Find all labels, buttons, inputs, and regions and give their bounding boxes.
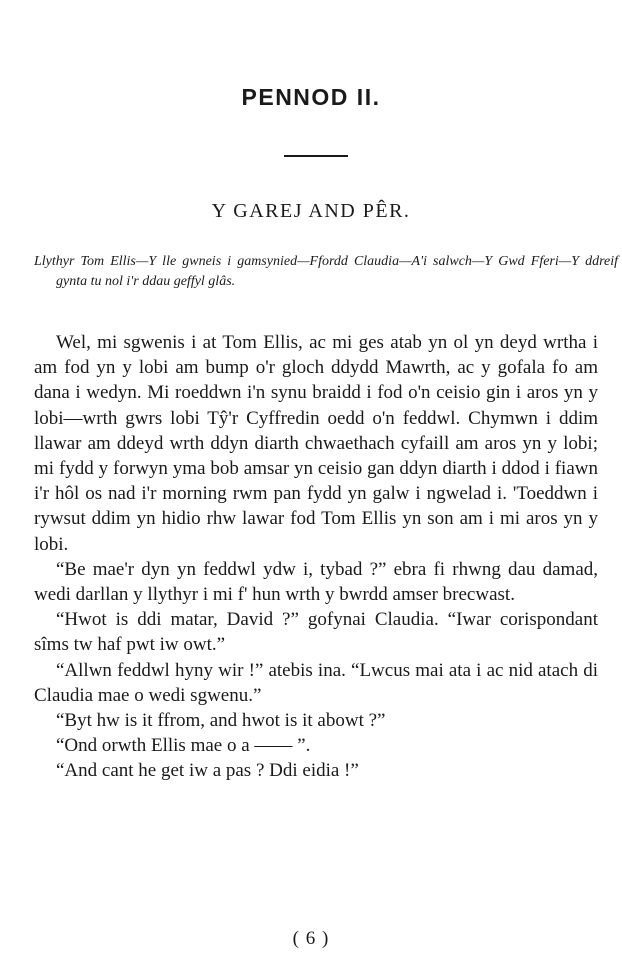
chapter-summary: Llythyr Tom Ellis—Y lle gwneis i gamsynied—Ffordd Claudia—A'i salwch—Y Gwd Fferi—Y ddreif gynta tu nol i'r ddau geffyl glâs.: [34, 254, 618, 289]
body-text: [34, 330, 598, 784]
title-divider: [284, 155, 348, 157]
chapter-title: Y GAREJ AND PÊR.: [211, 200, 411, 222]
paragraph: “And cant he get iw a pas ? Ddi eidia !”: [56, 760, 359, 782]
paragraph: “Byt hw is it ffrom, and hwot is it abowt ?”: [56, 710, 386, 732]
paragraph: Wel, mi sgwenis i at Tom Ellis, ac mi ges atab yn ol yn deyd wrtha i am fod yn y lobi am bump o'r gloch ddydd Mawrth, ac y gofala fo am dana i wedyn. Mi roeddwn i'n synu braidd i fod o'n ceisio gin i aros yn y lobi—wrth gwrs lobi Tŷ'r Cyffredin oedd o'n feddwl. Chymwn i ddim llawar am ddeyd wrth ddyn diarth chwaethach cyfaill am aros yn y lobi; mi fydd y forwyn yma bob amsar yn ceisio gan ddyn diarth i ddod i fiawn i'r hôl os nad i'r morning rwm pan fydd yn galw i ngwelad i. 'Toeddwn i rywsut ddim yn hidio rhw lawar fod Tom Ellis yn son am i mi aros yn y lobi.: [34, 332, 598, 555]
page-number: ( 6 ): [292, 928, 330, 949]
chapter-heading: PENNOD II.: [241, 84, 381, 110]
paragraph: “Be mae'r dyn yn feddwl ydw i, tybad ?” ebra fi rhwng dau damad, wedi darllan y llythyr i mi f' hun wrth y bwrdd amser brecwast.: [34, 558, 598, 606]
paragraph: “Hwot is ddi matar, David ?” gofynai Claudia. “Iwar corispondant sîms tw haf pwt iw owt.”: [34, 609, 598, 656]
paragraph: “Ond orwth Ellis mae o a —— ”.: [56, 735, 311, 757]
paragraph: “Allwn feddwl hyny wir !” atebis ina. “Lwcus mai ata i ac nid atach di Claudia mae o wedi sgwenu.”: [34, 659, 598, 706]
